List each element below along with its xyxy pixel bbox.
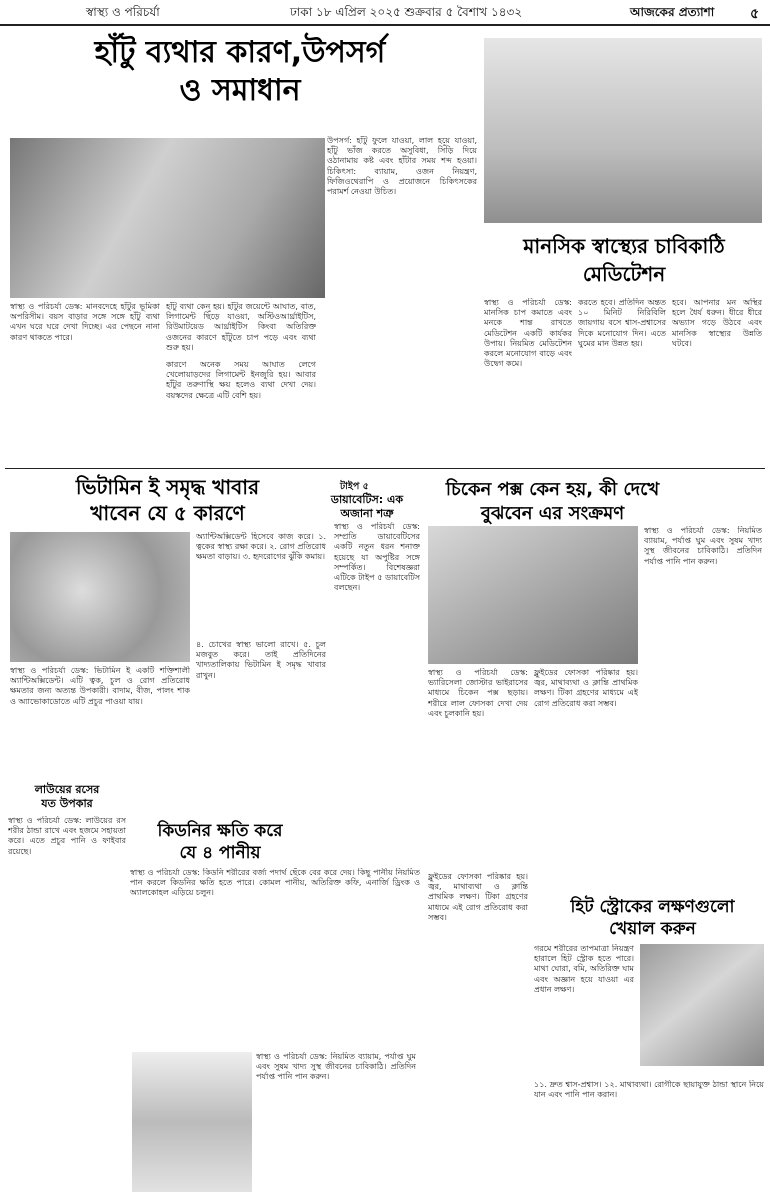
vitamin-headline: ভিটামিন ই সমৃদ্ধ খাবার খাবেন যে ৫ কারণে [75, 475, 260, 525]
knee-col2: কারণে অনেক সময় আঘাত লেগে খেলোয়াড়দের লিগামেন্ট ইনজুরি হয়। আবার হাঁটুর তরুণাস্থি ক্ষয় হলেও ব্যথা দেখা দেয়। বয়স্কদের ক্ষেত্রে এটি বেশি হয়। [166, 360, 316, 400]
chickenpox-headline: চিকেন পক্স কেন হয়, কী দেখে বুঝবেন এর সংক্রমণ [445, 479, 660, 524]
section-name: স্বাস্থ্য ও পরিচর্যা [86, 5, 160, 19]
knee-headline: হাঁটু ব্যথার কারণ,উপসর্গ ও সমাধান [94, 35, 386, 108]
page-header [0, 0, 770, 26]
meditation-col2: করতে হবে। প্রতিদিন অন্তত ১০ মিনিট নিরিবিলি জায়গায় বসে শ্বাস-প্রশ্বাসের দিকে মনোযোগ দিন। এতে ঘুমের মান উন্নত হয়। [578, 298, 666, 348]
chickenpox-photo [428, 526, 638, 664]
vitamin-col1: স্বাস্থ্য ও পরিচর্যা ডেস্ক: ভিটামিন ই একটি শক্তিশালী অ্যান্টিঅক্সিডেন্ট। এটি ত্বক, চুল ও রোগ প্রতিরোধ ক্ষমতার জন্য অত্যন্ত উপকারী। বাদাম, বীজ, পালং শাক ও অ্যাভোকাডোতে এটি প্রচুর পাওয়া যায়। [10, 666, 190, 706]
heatstroke-body: গরমে শরীরের তাপমাত্রা নিয়ন্ত্রণ হারালে হিট স্ট্রোক হতে পারে। মাথা ঘোরা, বমি, অতিরিক্ত ঘাম এবং অজ্ঞান হয়ে যাওয়া এর প্রধান লক্ষণ। [534, 944, 634, 994]
heatstroke-photo [640, 944, 764, 1066]
heatstroke-headline: হিট স্ট্রোকের লক্ষণগুলো খেয়াল করুন [570, 897, 735, 939]
kidney-headline: কিডনির ক্ষতি করে যে ৪ পানীয় [157, 821, 283, 863]
chickenpox-col2: ফ্লুইডের ফোসকা পরিষ্কার হয়। জ্বর, মাথাব্যথা ও ক্লান্তি প্রাথমিক লক্ষণ। টিকা গ্রহণের মাধ্যমে এই রোগ প্রতিরোধ করা সম্ভব। [534, 668, 638, 708]
vitamin-col3: ৪. চোখের স্বাস্থ্য ভালো রাখে। ৫. চুল মজবুত করে। তাই প্রতিদিনের খাদ্যতালিকায় ভিটামিন ই সমৃদ্ধ খাবার রাখুন। [196, 640, 326, 680]
divider [5, 468, 765, 469]
knee-body: হাঁটু ব্যথা কেন হয়। হাঁটুর জয়েন্টে আঘাত, বাত, লিগামেন্ট ছিঁড়ে যাওয়া, অস্টিওআর্থ্রাইটিস, রিউমাটয়েড আর্থ্রাইটিস কিংবা অতিরিক্ত ওজনের কারণে হাঁটুতে চাপ পড়ে এবং ব্যথা শুরু হয়। [166, 302, 316, 352]
woman-photo [132, 1052, 252, 1192]
vitamin-photo [10, 532, 190, 662]
diabetes-kicker: টাইপ ৫ [340, 481, 369, 492]
heatstroke-list: ১১. দ্রুত শ্বাস-প্রশ্বাস। ১২. মাথাব্যথা। রোগীকে ছায়াযুক্ত ঠান্ডা স্থানে নিয়ে যান এবং পানি পান করান। [534, 1080, 764, 1100]
dateline: ঢাকা ১৮ এপ্রিল ২০২৫ শুক্রবার ৫ বৈশাখ ১৪৩২ [290, 5, 523, 19]
meditation-headline: মানসিক স্বাস্থ্যের চাবিকাঠি মেডিটেশন [523, 234, 725, 286]
kidney-body: স্বাস্থ্য ও পরিচর্যা ডেস্ক: কিডনি শরীরের বর্জ্য পদার্থ ছেঁকে বের করে দেয়। কিছু পানীয় নিয়মিত পান করলে কিডনির ক্ষতি হতে পারে। কোমল পানীয়, অতিরিক্ত কফি, এনার্জি ড্রিংক ও অ্যালকোহল এড়িয়ে চলুন। [130, 868, 420, 898]
middle-col: ফ্লুইডের ফোসকা পরিষ্কার হয়। জ্বর, মাথাব্যথা ও ক্লান্তি প্রাথমিক লক্ষণ। টিকা গ্রহণের মাধ্যমে এই রোগ প্রতিরোধ করা সম্ভব। [428, 872, 528, 922]
chickenpox-col1: স্বাস্থ্য ও পরিচর্যা ডেস্ক: ভ্যারিসেলা জোস্টার ভাইরাসের মাধ্যমে চিকেন পক্স ছড়ায়। শরীরে লাল ফোসকা দেখা দেয় এবং চুলকানি হয়। [428, 668, 528, 718]
masthead-logo: আজকের প্রত্যাশা [630, 5, 715, 19]
side-col: স্বাস্থ্য ও পরিচর্যা ডেস্ক: নিয়মিত ব্যায়াম, পর্যাপ্ত ঘুম এবং সুষম খাদ্য সুস্থ জীবনের চাবিকাঠি। প্রতিদিন পর্যাপ্ত পানি পান করুন। [644, 526, 762, 566]
meditation-photo [484, 38, 762, 223]
diabetes-body: স্বাস্থ্য ও পরিচর্যা ডেস্ক: সম্প্রতি ডায়াবেটিসের একটি নতুন ধরন শনাক্ত হয়েছে যা অপুষ্টির সঙ্গে সম্পর্কিত। বিশেষজ্ঞরা এটিকে টাইপ ৫ ডায়াবেটিস বলছেন। [334, 522, 420, 593]
meditation-col3: হবে। আপনার মন অস্থির হলে ধৈর্য ধরুন। ধীরে ধীরে অভ্যাস গড়ে উঠবে এবং মানসিক স্বাস্থ্যের উন্নতি ঘটবে। [672, 298, 762, 348]
diabetes-headline: ডায়াবেটিস: এক অজানা শত্রু [330, 493, 404, 520]
knee-lead: স্বাস্থ্য ও পরিচর্যা ডেস্ক: মানবদেহে হাঁটুর ভূমিকা অপরিসীম। বয়স বাড়ার সঙ্গে সঙ্গে হাঁটু ব্যথা এখন ঘরে ঘরে দেখা দিচ্ছে। এর পেছনে নানা কারণ থাকতে পারে। [10, 302, 160, 342]
vitamin-col2: অ্যান্টিঅক্সিডেন্ট হিসেবে কাজ করে। ১. ত্বকের স্বাস্থ্য রক্ষা করে। ২. রোগ প্রতিরোধ ক্ষমতা বাড়ায়। ৩. হৃদরোগের ঝুঁকি কমায়। [196, 532, 326, 562]
meditation-col1: স্বাস্থ্য ও পরিচর্যা ডেস্ক: মানসিক চাপ কমাতে এবং মনকে শান্ত রাখতে মেডিটেশন একটি কার্যকর উপায়। নিয়মিত মেডিটেশন করলে মনোযোগ বাড়ে এবং উদ্বেগ কমে। [484, 298, 572, 369]
knee-col3: উপসর্গ: হাঁটু ফুলে যাওয়া, লাল হয়ে যাওয়া, হাঁটু ভাঁজ করতে অসুবিধা, সিঁড়ি দিয়ে ওঠানামায় কষ্ট এবং হাঁটার সময় শব্দ হওয়া। চিকিৎসা: ব্যায়াম, ওজন নিয়ন্ত্রণ, ফিজিওথেরাপি ও প্রয়োজনে চিকিৎসকের পরামর্শ নেওয়া উচিত। [327, 136, 477, 197]
lifestyle-body: স্বাস্থ্য ও পরিচর্যা ডেস্ক: নিয়মিত ব্যায়াম, পর্যাপ্ত ঘুম এবং সুষম খাদ্য সুস্থ জীবনের চাবিকাঠি। প্রতিদিন পর্যাপ্ত পানি পান করুন। [256, 1052, 416, 1082]
page-number: ৫ [750, 6, 760, 22]
knee-photo [10, 138, 325, 298]
juice-headline: লাউয়ের রসের যত উপকার [34, 783, 100, 810]
juice-body: স্বাস্থ্য ও পরিচর্যা ডেস্ক: লাউয়ের রস শরীর ঠান্ডা রাখে এবং হজমে সহায়তা করে। এতে প্রচুর পানি ও ফাইবার রয়েছে। [8, 816, 126, 856]
